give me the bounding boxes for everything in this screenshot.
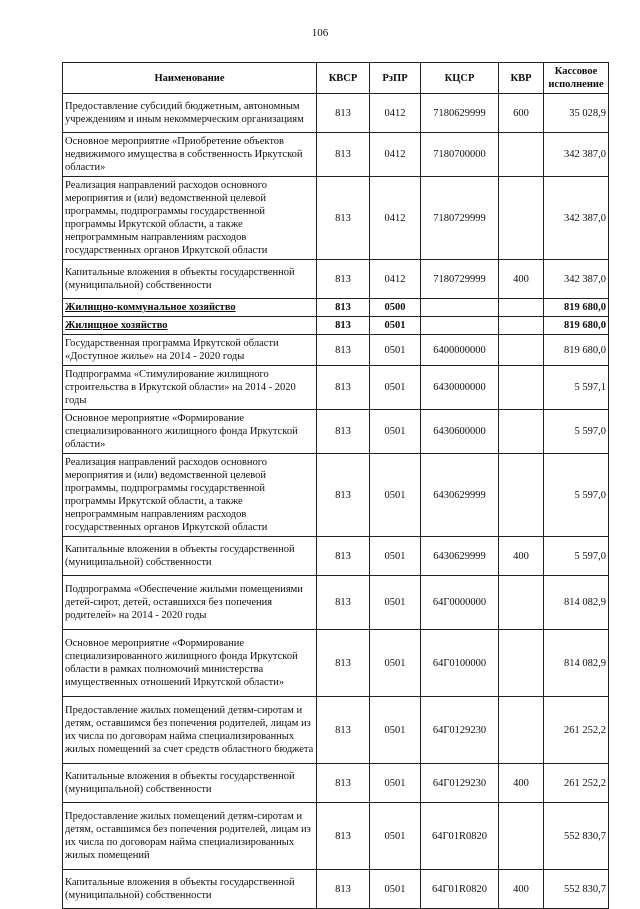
row-kcsr-cell: 6430000000 — [421, 366, 499, 410]
page-number: 106 — [311, 27, 329, 39]
row-amount-cell: 342 387,0 — [544, 260, 609, 299]
row-kvsr-cell: 813 — [317, 177, 370, 260]
row-amount-cell: 819 680,0 — [544, 335, 609, 366]
row-amount-cell: 552 830,7 — [544, 870, 609, 909]
row-amount-cell: 552 830,7 — [544, 803, 609, 870]
row-kvsr-cell: 813 — [317, 299, 370, 317]
table-row — [63, 764, 609, 803]
row-rzpr-cell: 0501 — [370, 454, 421, 537]
table-body — [63, 94, 609, 909]
row-name-cell: Основное мероприятие «Формирование специализированного жилищного фонда Иркутской области в рамках полномочий министерства имущественных отношений Иркутской области» — [63, 630, 317, 697]
row-kvr-cell: 400 — [499, 870, 544, 909]
row-kvr-cell — [499, 803, 544, 870]
row-kvsr-cell: 813 — [317, 335, 370, 366]
header-rzpr: РзПР — [370, 63, 421, 94]
row-name-cell: Капитальные вложения в объекты государственной (муниципальной) собственности — [63, 260, 317, 299]
row-amount-cell: 342 387,0 — [544, 177, 609, 260]
row-kcsr-cell: 64Г0100000 — [421, 630, 499, 697]
row-kcsr-cell: 7180700000 — [421, 133, 499, 177]
row-kvr-cell — [499, 410, 544, 454]
table-row — [63, 366, 609, 410]
row-name-cell: Капитальные вложения в объекты государственной (муниципальной) собственности — [63, 537, 317, 576]
row-kcsr-cell: 6430600000 — [421, 410, 499, 454]
row-kvsr-cell: 813 — [317, 410, 370, 454]
row-amount-cell: 35 028,9 — [544, 94, 609, 133]
row-rzpr-cell: 0501 — [370, 576, 421, 630]
row-amount-cell: 5 597,0 — [544, 537, 609, 576]
row-kcsr-cell: 64Г0129230 — [421, 764, 499, 803]
table-row — [63, 94, 609, 133]
row-kvr-cell — [499, 317, 544, 335]
row-kvr-cell: 400 — [499, 537, 544, 576]
table-row — [63, 870, 609, 909]
row-kvsr-cell: 813 — [317, 803, 370, 870]
row-kcsr-cell — [421, 317, 499, 335]
table-row — [63, 177, 609, 260]
row-rzpr-cell: 0501 — [370, 366, 421, 410]
budget-table — [62, 62, 609, 909]
table-row — [63, 410, 609, 454]
row-kvsr-cell: 813 — [317, 133, 370, 177]
row-amount-cell: 342 387,0 — [544, 133, 609, 177]
row-name-cell: Основное мероприятие «Приобретение объектов недвижимого имущества в собственность Иркутской области» — [63, 133, 317, 177]
row-amount-cell: 814 082,9 — [544, 630, 609, 697]
row-amount-cell: 261 252,2 — [544, 697, 609, 764]
row-rzpr-cell: 0412 — [370, 260, 421, 299]
row-name-cell: Подпрограмма «Обеспечение жилыми помещениями детей-сирот, детей, оставшихся без попечения родителей» на 2014 - 2020 годы — [63, 576, 317, 630]
table-row — [63, 803, 609, 870]
row-rzpr-cell: 0501 — [370, 317, 421, 335]
row-name-cell: Подпрограмма «Стимулирование жилищного строительства в Иркутской области» на 2014 - 2020 годы — [63, 366, 317, 410]
header-kvr: КВР — [499, 63, 544, 94]
table-row — [63, 697, 609, 764]
row-name-cell: Предоставление жилых помещений детям-сиротам и детям, оставшимся без попечения родителей, лицам из их числа по договорам найма специализированных жилых помещений — [63, 803, 317, 870]
row-rzpr-cell: 0501 — [370, 335, 421, 366]
row-name-cell: Предоставление жилых помещений детям-сиротам и детям, оставшимся без попечения родителей, лицам из их числа по договорам найма специализированных жилых помещений за счет средств областного бюджета — [63, 697, 317, 764]
row-name-cell: Жилищно-коммунальное хозяйство — [63, 299, 317, 317]
row-kvr-cell — [499, 697, 544, 764]
row-kcsr-cell: 7180729999 — [421, 260, 499, 299]
row-rzpr-cell: 0501 — [370, 410, 421, 454]
row-kvsr-cell: 813 — [317, 870, 370, 909]
row-kvsr-cell: 813 — [317, 697, 370, 764]
row-name-cell: Предоставление субсидий бюджетным, автономным учреждениям и иным некоммерческим организациям — [63, 94, 317, 133]
row-rzpr-cell: 0501 — [370, 803, 421, 870]
row-rzpr-cell: 0501 — [370, 764, 421, 803]
row-kvsr-cell: 813 — [317, 764, 370, 803]
row-name-cell: Государственная программа Иркутской области «Доступное жилье» на 2014 - 2020 годы — [63, 335, 317, 366]
table-row — [63, 537, 609, 576]
row-kvr-cell: 400 — [499, 260, 544, 299]
row-kvsr-cell: 813 — [317, 630, 370, 697]
row-kvr-cell — [499, 335, 544, 366]
row-amount-cell: 5 597,1 — [544, 366, 609, 410]
row-rzpr-cell: 0500 — [370, 299, 421, 317]
row-kvsr-cell: 813 — [317, 366, 370, 410]
row-rzpr-cell: 0412 — [370, 133, 421, 177]
row-kvr-cell — [499, 299, 544, 317]
row-kcsr-cell: 64Г01R0820 — [421, 803, 499, 870]
row-kcsr-cell: 64Г01R0820 — [421, 870, 499, 909]
row-amount-cell: 261 252,2 — [544, 764, 609, 803]
row-kvsr-cell: 813 — [317, 454, 370, 537]
row-kcsr-cell: 6430629999 — [421, 537, 499, 576]
row-rzpr-cell: 0501 — [370, 697, 421, 764]
row-amount-cell: 5 597,0 — [544, 454, 609, 537]
row-amount-cell: 819 680,0 — [544, 299, 609, 317]
header-kvsr: КВСР — [317, 63, 370, 94]
header-amount: Кассовое исполнение — [544, 63, 609, 94]
row-rzpr-cell: 0412 — [370, 94, 421, 133]
header-name: Наименование — [63, 63, 317, 94]
row-kcsr-cell — [421, 299, 499, 317]
row-amount-cell: 814 082,9 — [544, 576, 609, 630]
row-rzpr-cell: 0412 — [370, 177, 421, 260]
row-kcsr-cell: 64Г0000000 — [421, 576, 499, 630]
row-name-cell: Основное мероприятие «Формирование специализированного жилищного фонда Иркутской области» — [63, 410, 317, 454]
row-amount-cell: 5 597,0 — [544, 410, 609, 454]
table-row — [63, 576, 609, 630]
row-kvr-cell — [499, 177, 544, 260]
row-kcsr-cell: 64Г0129230 — [421, 697, 499, 764]
table-row — [63, 335, 609, 366]
row-kvr-cell — [499, 630, 544, 697]
row-kvr-cell — [499, 576, 544, 630]
table-row — [63, 260, 609, 299]
row-kvr-cell — [499, 366, 544, 410]
table-row — [63, 630, 609, 697]
row-kvsr-cell: 813 — [317, 260, 370, 299]
row-kvsr-cell: 813 — [317, 537, 370, 576]
row-rzpr-cell: 0501 — [370, 870, 421, 909]
row-name-cell: Реализация направлений расходов основного мероприятия и (или) ведомственной целевой программы, подпрограммы государственной программы Иркутской области, а также непрограммным направлениям расходов государственных органов Иркутской области — [63, 454, 317, 537]
row-kvsr-cell: 813 — [317, 94, 370, 133]
table-row — [63, 133, 609, 177]
row-kvr-cell: 600 — [499, 94, 544, 133]
header-kcsr: КЦСР — [421, 63, 499, 94]
row-name-cell: Реализация направлений расходов основного мероприятия и (или) ведомственной целевой программы, подпрограммы государственной программы Иркутской области, а также непрограммным направлениям расходов государственных органов Иркутской области — [63, 177, 317, 260]
table-row — [63, 299, 609, 317]
table-header-row — [63, 63, 609, 94]
row-kvsr-cell: 813 — [317, 576, 370, 630]
table-row — [63, 317, 609, 335]
row-kvr-cell: 400 — [499, 764, 544, 803]
row-kvr-cell — [499, 133, 544, 177]
row-amount-cell: 819 680,0 — [544, 317, 609, 335]
row-kcsr-cell: 7180729999 — [421, 177, 499, 260]
row-name-cell: Жилищное хозяйство — [63, 317, 317, 335]
row-rzpr-cell: 0501 — [370, 630, 421, 697]
row-kcsr-cell: 7180629999 — [421, 94, 499, 133]
row-name-cell: Капитальные вложения в объекты государственной (муниципальной) собственности — [63, 764, 317, 803]
row-kvsr-cell: 813 — [317, 317, 370, 335]
row-name-cell: Капитальные вложения в объекты государственной (муниципальной) собственности — [63, 870, 317, 909]
row-kcsr-cell: 6430629999 — [421, 454, 499, 537]
row-rzpr-cell: 0501 — [370, 537, 421, 576]
table-row — [63, 454, 609, 537]
row-kcsr-cell: 6400000000 — [421, 335, 499, 366]
row-kvr-cell — [499, 454, 544, 537]
